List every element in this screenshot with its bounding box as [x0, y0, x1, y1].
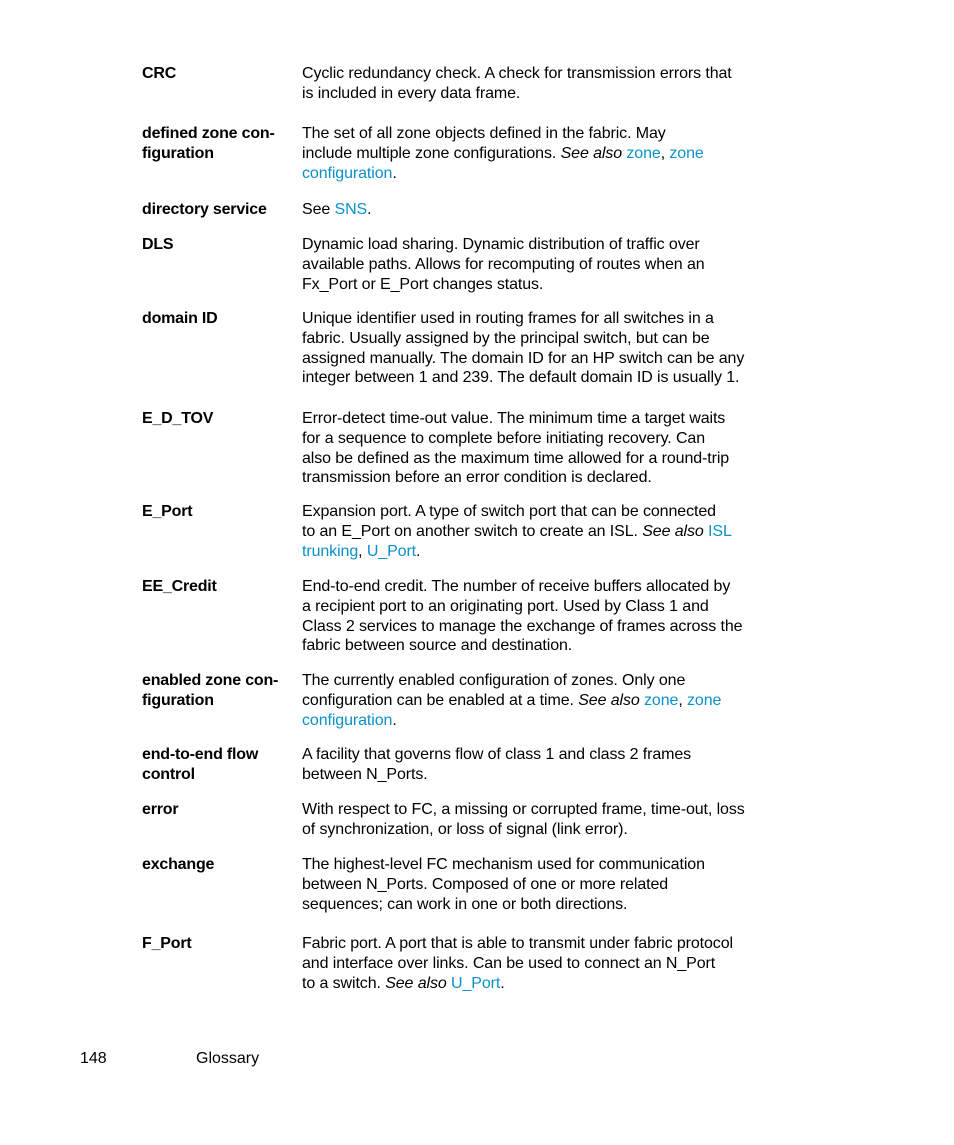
definition-line — [302, 349, 788, 369]
definition-line — [302, 84, 788, 104]
glossary-term — [142, 200, 302, 220]
definition-line — [302, 235, 788, 255]
glossary-definition — [302, 409, 788, 488]
page-number: 148 — [80, 1050, 107, 1067]
term-line: figuration — [142, 692, 214, 709]
cross-reference-link[interactable]: SNS — [334, 201, 368, 218]
glossary-entry — [142, 671, 788, 730]
see-also-label: See also — [642, 522, 704, 540]
definition-text: to a switch. — [302, 974, 386, 992]
term-line: E_Port — [142, 503, 193, 520]
definition-line — [302, 409, 788, 429]
definition-text: Expansion port. A type of switch port that can be connected — [302, 503, 716, 520]
glossary-term — [142, 745, 302, 785]
glossary-entry — [142, 235, 788, 294]
term-line: CRC — [142, 65, 177, 82]
definition-text: Unique identifier used in routing frames for all switches in a — [302, 310, 714, 327]
definition-line — [302, 671, 788, 691]
definition-line — [302, 745, 788, 765]
glossary-term — [142, 577, 302, 656]
definition-text: fabric between source and destination. — [302, 637, 573, 655]
glossary-term — [142, 124, 302, 183]
glossary-term — [142, 934, 302, 993]
see-also-label: See also — [385, 974, 447, 992]
glossary-definition — [302, 855, 788, 914]
definition-text: to an E_Port on another switch to create an ISL. — [302, 522, 643, 540]
definition-text: include multiple zone configurations. — [302, 144, 561, 162]
cross-reference-link[interactable]: trunking — [302, 542, 359, 560]
cross-reference-link[interactable]: configuration — [302, 164, 393, 182]
definition-text: sequences; can work in one or both directions. — [302, 895, 628, 913]
definition-text: of synchronization, or loss of signal (link error). — [302, 820, 628, 838]
cross-reference-link[interactable]: zone — [687, 691, 722, 709]
definition-text: , — [660, 144, 670, 162]
term-line: exchange — [142, 856, 215, 873]
definition-text: integer between 1 and 239. The default domain ID is usually 1. — [302, 369, 740, 387]
glossary-entry — [142, 577, 788, 656]
glossary-entry — [142, 934, 788, 993]
definition-text: The currently enabled configuration of zones. Only one — [302, 672, 686, 689]
definition-line — [302, 617, 788, 637]
definition-line — [302, 800, 788, 820]
term-line: enabled zone con- — [142, 672, 279, 689]
definition-text: a recipient port to an originating port. Used by Class 1 and — [302, 597, 709, 615]
term-line: end-to-end flow — [142, 746, 259, 763]
definition-line — [302, 875, 788, 895]
see-also-label: See also — [578, 691, 640, 709]
glossary-definition — [302, 309, 788, 388]
glossary-definition — [302, 934, 788, 993]
definition-line — [302, 255, 788, 275]
glossary-term — [142, 502, 302, 561]
definition-text: Fx_Port or E_Port changes status. — [302, 275, 544, 293]
definition-text: assigned manually. The domain ID for an HP switch can be any — [302, 349, 745, 367]
glossary-entry — [142, 855, 788, 914]
cross-reference-link[interactable]: U_Port — [451, 974, 501, 992]
definition-line — [302, 275, 788, 295]
definition-text: for a sequence to complete before initiating recovery. Can — [302, 429, 706, 447]
definition-line — [302, 64, 788, 84]
glossary-term — [142, 800, 302, 840]
definition-line — [302, 974, 788, 994]
term-line: E_D_TOV — [142, 410, 214, 427]
definition-line — [302, 449, 788, 469]
definition-text: . — [392, 711, 397, 729]
definition-line — [302, 711, 788, 731]
definition-text: Cyclic redundancy check. A check for transmission errors that — [302, 65, 732, 82]
definition-text: . — [416, 542, 421, 560]
term-line: error — [142, 801, 179, 818]
definition-line — [302, 577, 788, 597]
definition-text: Class 2 services to manage the exchange of frames across the — [302, 617, 743, 635]
glossary-entry — [142, 309, 788, 388]
cross-reference-link[interactable]: zone — [644, 691, 679, 709]
glossary-definition — [302, 745, 788, 785]
see-also-label: See also — [560, 144, 623, 162]
cross-reference-link[interactable]: ISL — [708, 522, 732, 540]
definition-line — [302, 765, 788, 785]
definition-text: between N_Ports. — [302, 765, 428, 783]
glossary-term — [142, 64, 302, 104]
definition-text: Dynamic load sharing. Dynamic distribution of traffic over — [302, 236, 700, 253]
definition-text: The highest-level FC mechanism used for communication — [302, 856, 705, 873]
definition-text: With respect to FC, a missing or corrupted frame, time-out, loss — [302, 801, 745, 818]
glossary-entry — [142, 200, 788, 220]
glossary-term — [142, 235, 302, 294]
definition-line — [302, 934, 788, 954]
glossary-term — [142, 855, 302, 914]
glossary-entry — [142, 800, 788, 840]
definition-text: available paths. Allows for recomputing of routes when an — [302, 255, 705, 273]
cross-reference-link[interactable]: configuration — [302, 711, 393, 729]
definition-text: and interface over links. Can be used to connect an N_Port — [302, 954, 716, 972]
definition-line — [302, 144, 788, 164]
definition-line — [302, 855, 788, 875]
definition-text: . — [367, 201, 372, 218]
definition-text: Error-detect time-out value. The minimum time a target waits — [302, 410, 726, 427]
definition-line — [302, 954, 788, 974]
glossary-definition — [302, 502, 788, 561]
definition-text: . — [500, 974, 505, 992]
definition-text: See — [302, 201, 335, 218]
definition-line — [302, 895, 788, 915]
definition-line — [302, 368, 788, 388]
glossary-definition — [302, 671, 788, 730]
definition-line — [302, 468, 788, 488]
glossary-entry — [142, 745, 788, 785]
definition-line — [302, 820, 788, 840]
definition-line — [302, 636, 788, 656]
cross-reference-link[interactable]: zone — [626, 144, 661, 162]
glossary-entry — [142, 409, 788, 488]
definition-text: Fabric port. A port that is able to transmit under fabric protocol — [302, 935, 733, 952]
definition-line — [302, 542, 788, 562]
definition-text: configuration can be enabled at a time. — [302, 691, 579, 709]
glossary-entry — [142, 502, 788, 561]
definition-line — [302, 309, 788, 329]
glossary-definition — [302, 200, 788, 220]
definition-text: is included in every data frame. — [302, 84, 521, 102]
definition-text: transmission before an error condition is declared. — [302, 469, 652, 487]
definition-text: , — [358, 542, 367, 560]
glossary-term — [142, 409, 302, 488]
definition-line — [302, 329, 788, 349]
definition-text: End-to-end credit. The number of receive buffers allocated by — [302, 578, 731, 595]
glossary-term — [142, 671, 302, 730]
glossary-definition — [302, 235, 788, 294]
term-line: EE_Credit — [142, 578, 217, 595]
term-line: control — [142, 766, 195, 783]
definition-text: . — [392, 164, 397, 182]
definition-text: A facility that governs flow of class 1 and class 2 frames — [302, 746, 692, 763]
cross-reference-link[interactable]: zone — [669, 144, 704, 162]
glossary-entry — [142, 124, 788, 183]
term-line: defined zone con- — [142, 125, 275, 142]
cross-reference-link[interactable]: U_Port — [366, 542, 417, 560]
glossary-definition — [302, 124, 788, 183]
term-line: figuration — [142, 145, 214, 162]
footer-section-title: Glossary — [196, 1050, 260, 1067]
definition-text: also be defined as the maximum time allowed for a round-trip — [302, 449, 730, 467]
term-line: directory service — [142, 201, 267, 218]
definition-line — [302, 164, 788, 184]
definition-text: , — [678, 691, 688, 709]
definition-line — [302, 691, 788, 711]
glossary-entry — [142, 64, 788, 104]
definition-line — [302, 502, 788, 522]
definition-line — [302, 597, 788, 617]
definition-text: fabric. Usually assigned by the principal switch, but can be — [302, 329, 710, 347]
term-line: domain ID — [142, 310, 218, 327]
glossary-definition — [302, 577, 788, 656]
definition-line — [302, 522, 788, 542]
definition-line — [302, 124, 788, 144]
glossary-definition — [302, 64, 788, 104]
definition-line — [302, 429, 788, 449]
term-line: DLS — [142, 236, 174, 253]
definition-line — [302, 200, 788, 220]
glossary-term — [142, 309, 302, 388]
term-line: F_Port — [142, 935, 192, 952]
definition-text: The set of all zone objects defined in the fabric. May — [302, 125, 666, 142]
glossary-definition — [302, 800, 788, 840]
definition-text: between N_Ports. Composed of one or more related — [302, 875, 669, 893]
